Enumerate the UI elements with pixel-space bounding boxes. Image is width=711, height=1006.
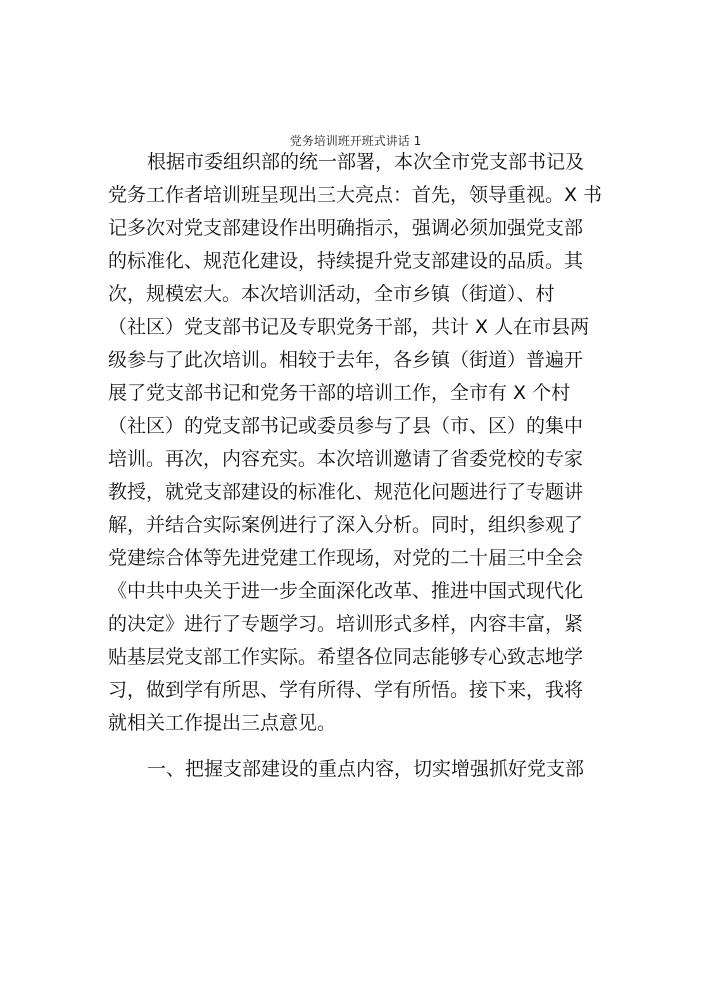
paragraph-line: 《中共中央关于进一步全面深化改革、推进中国式现代化	[108, 580, 584, 602]
paragraph-line: 的决定》进行了专题学习。培训形式多样，内容丰富，紧	[108, 613, 584, 635]
paragraph-line: 的标准化、规范化建设，持续提升党支部建设的品质。其	[108, 250, 584, 272]
paragraph-line: 习，做到学有所思、学有所得、学有所悟。接下来，我将	[108, 679, 584, 701]
paragraph-line: （社区）的党支部书记或委员参与了县（市、区）的集中	[108, 415, 584, 437]
paragraph-line: 解，并结合实际案例进行了深入分析。同时，组织参观了	[108, 514, 584, 536]
paragraph-line: 次，规模宏大。本次培训活动，全市乡镇（街道）、村	[108, 283, 555, 305]
paragraph-line: 贴基层党支部工作实际。希望各位同志能够专心致志地学	[108, 646, 584, 668]
paragraph-line: 教授，就党支部建设的标准化、规范化问题进行了专题讲	[108, 481, 584, 503]
paragraph-line: 根据市委组织部的统一部署，本次全市党支部书记及	[147, 151, 585, 173]
paragraph-line: 党建综合体等先进党建工作现场，对党的二十届三中全会	[108, 547, 584, 569]
paragraph-line: （社区）党支部书记及专职党务干部，共计 X 人在市县两	[108, 316, 590, 338]
paragraph-line: 记多次对党支部建设作出明确指示，强调必须加强党支部	[108, 217, 584, 239]
paragraph-line: 培训。再次，内容充实。本次培训邀请了省委党校的专家	[108, 448, 584, 470]
document-title: 党务培训班开班式讲话 1	[289, 134, 422, 148]
paragraph-line: 展了党支部书记和党务干部的培训工作，全市有 X 个村	[108, 382, 571, 404]
paragraph-line: 党务工作者培训班呈现出三大亮点：首先，领导重视。X 书	[108, 184, 603, 206]
section-heading-line: 一、把握支部建设的重点内容，切实增强抓好党支部	[147, 758, 585, 780]
paragraph-line: 级参与了此次培训。相较于去年，各乡镇（街道）普遍开	[108, 349, 584, 371]
paragraph-line: 就相关工作提出三点意见。	[108, 712, 337, 734]
